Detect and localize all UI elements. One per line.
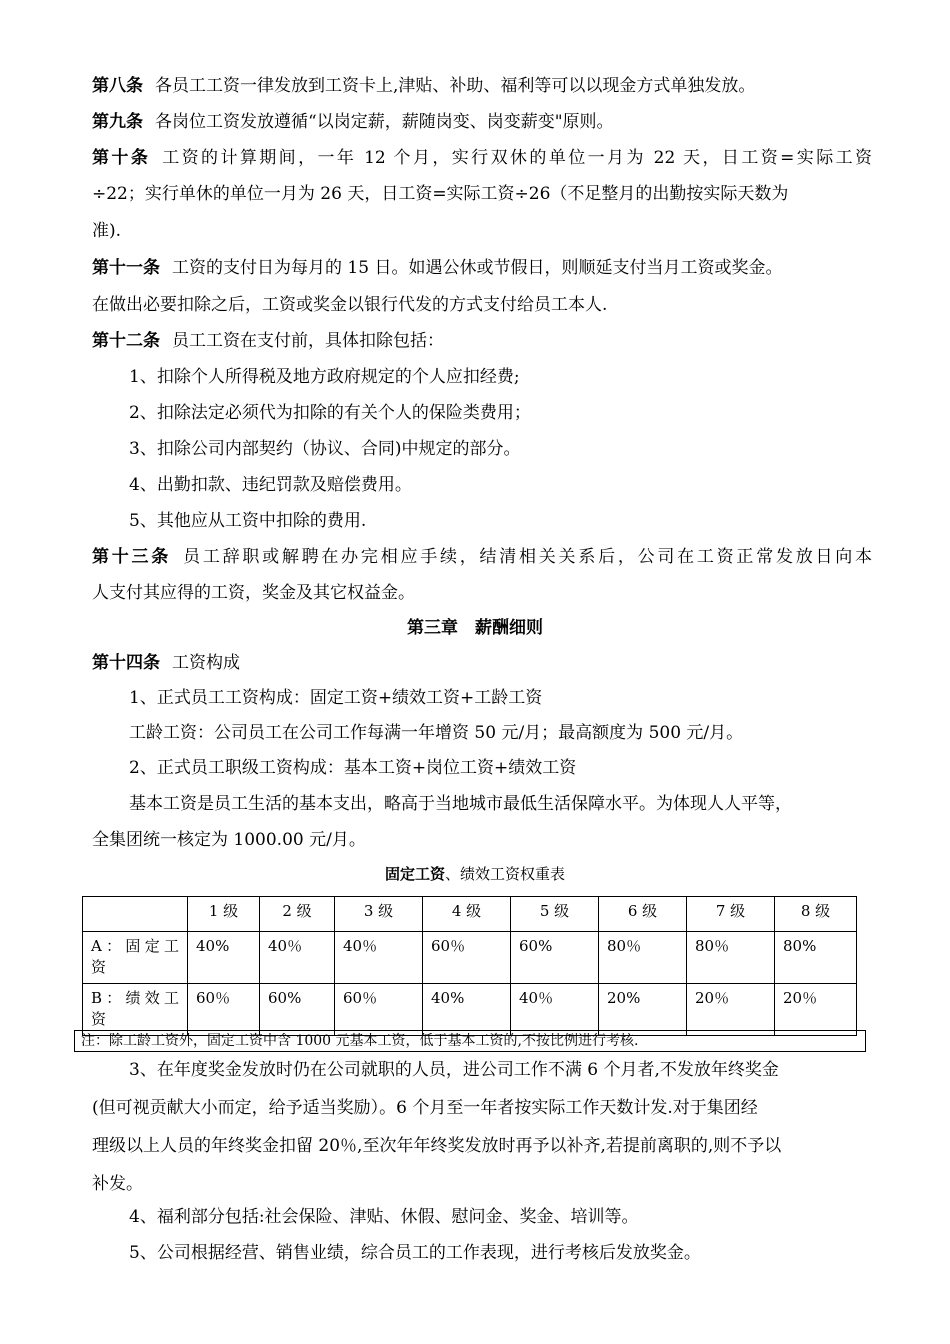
bonus-assessment-line: 5、公司根据经营、销售业绩，综合员工的工作表现，进行考核后发放奖金。 — [129, 1243, 701, 1263]
table-header-cell: 7 级 — [687, 897, 775, 932]
table-caption-rest: 、绩效工资权重表 — [445, 865, 566, 883]
article-text: 各员工工资一律发放到工资卡上,津贴、补助、福利等可以以现金方式单独发放。 — [155, 76, 756, 96]
article-label: 第十条 — [92, 148, 151, 168]
article-8 — [92, 74, 872, 98]
article-10-line-3: 准). — [92, 221, 122, 241]
table-cell: 60％ — [335, 984, 423, 1036]
salary-structure-1: 1、正式员工工资构成：固定工资+绩效工资+工龄工资 — [129, 688, 543, 708]
table-cell: 60％ — [423, 932, 511, 984]
table-cell: 80％ — [687, 932, 775, 984]
deduction-item: 2、扣除法定必须代为扣除的有关个人的保险类费用； — [129, 403, 531, 423]
seniority-pay: 工龄工资：公司员工在公司工作每满一年增资 50 元/月；最高额度为 500 元/月。 — [129, 723, 744, 743]
article-11-line-1 — [92, 256, 872, 280]
table-header-cell: 3 级 — [335, 897, 423, 932]
article-13-line-2: 人支付其应得的工资，奖金及其它权益金。 — [92, 583, 415, 603]
chapter-heading: 第三章 薪酬细则 — [407, 618, 543, 638]
article-label: 第十三条 — [92, 547, 172, 567]
article-9 — [92, 110, 872, 134]
bonus-line-3: 理级以上人员的年终奖金扣留 20％,至次年年终奖发放时再予以补齐,若提前离职的,则不予以 — [92, 1136, 782, 1156]
table-caption-bold: 固定工资 — [384, 865, 445, 883]
table-header-cell: 2 级 — [260, 897, 335, 932]
table-cell: 40％ — [511, 984, 599, 1036]
table-cell: 40% — [423, 984, 511, 1036]
bonus-line-1: 3、在年度奖金发放时仍在公司就职的人员，进公司工作不满 6 个月者,不发放年终奖金 — [129, 1060, 779, 1080]
article-text: 工资构成 — [172, 653, 240, 673]
article-11-line-2: 在做出必要扣除之后，工资或奖金以银行代发的方式支付给员工本人. — [92, 295, 608, 315]
table-cell: 80％ — [599, 932, 687, 984]
table-header-cell — [83, 897, 188, 932]
article-text: 各岗位工资发放遵循“以岗定薪，薪随岗变、岗变薪变"原则。 — [155, 112, 614, 132]
table-cell: 60% — [511, 932, 599, 984]
article-label: 第十四条 — [92, 653, 160, 673]
table-header-cell: 8 级 — [775, 897, 857, 932]
weight-table — [82, 896, 857, 1036]
article-14 — [92, 651, 872, 675]
welfare-line: 4、福利部分包括:社会保险、津贴、休假、慰问金、奖金、培训等。 — [129, 1207, 639, 1227]
deduction-item: 4、出勤扣款、违纪罚款及赔偿费用。 — [129, 475, 412, 495]
bonus-line-4: 补发。 — [92, 1174, 143, 1194]
article-text: 员工工资在支付前，具体扣除包括： — [172, 331, 444, 351]
table-caption — [0, 864, 950, 884]
table-cell: 20% — [599, 984, 687, 1036]
salary-structure-2: 2、正式员工职级工资构成：基本工资+岗位工资+绩效工资 — [129, 758, 577, 778]
article-label: 第十二条 — [92, 331, 160, 351]
deduction-item: 3、扣除公司内部契约（协议、合同)中规定的部分。 — [129, 439, 521, 459]
row-label-performance: B：绩效工资 — [83, 984, 188, 1036]
base-pay-line-2: 全集团统一核定为 1000.00 元/月。 — [92, 830, 366, 850]
table-header-cell: 5 级 — [511, 897, 599, 932]
table-cell: 40% — [188, 932, 260, 984]
table-cell: 40％ — [260, 932, 335, 984]
table-cell: 80% — [775, 932, 857, 984]
table-cell: 60% — [260, 984, 335, 1036]
article-13-line-1 — [92, 545, 872, 569]
article-10-line-2: ÷22；实行单休的单位一月为 26 天，日工资=实际工资÷26（不足整月的出勤按实际天数为 — [92, 184, 789, 204]
table-header-cell: 4 级 — [423, 897, 511, 932]
table-note: 注：除工龄工资外，固定工资中含 1000 元基本工资，低于基本工资的,不按比例进行考核. — [74, 1030, 866, 1052]
table-cell: 40％ — [335, 932, 423, 984]
article-label: 第九条 — [92, 112, 143, 132]
table-header-cell: 1 级 — [188, 897, 260, 932]
article-text: 工资的支付日为每月的 15 日。如遇公休或节假日，则顺延支付当月工资或奖金。 — [172, 258, 783, 278]
deduction-item: 1、扣除个人所得税及地方政府规定的个人应扣经费; — [129, 367, 520, 387]
deduction-item: 5、其他应从工资中扣除的费用. — [129, 511, 367, 531]
table-cell: 20％ — [687, 984, 775, 1036]
base-pay-line-1: 基本工资是员工生活的基本支出，略高于当地城市最低生活保障水平。为体现人人平等， — [129, 794, 792, 814]
article-10-line-1 — [92, 146, 872, 170]
bonus-line-2: (但可视贡献大小而定，给予适当奖励）。6 个月至一年者按实际工作天数计发.对于集团经 — [92, 1098, 758, 1118]
article-text: 工资的计算期间，一年 12 个月，实行双休的单位一月为 22 天，日工资=实际工资 — [162, 148, 873, 168]
table-header-row — [83, 897, 857, 932]
table-row — [83, 932, 857, 984]
table-row — [83, 984, 857, 1036]
article-label: 第八条 — [92, 76, 143, 96]
article-12 — [92, 329, 872, 353]
table-cell: 60％ — [188, 984, 260, 1036]
article-label: 第十一条 — [92, 258, 160, 278]
table-header-cell: 6 级 — [599, 897, 687, 932]
row-label-fixed: A：固定工资 — [83, 932, 188, 984]
table-cell: 20％ — [775, 984, 857, 1036]
article-text: 员工辞职或解聘在办完相应手续，结清相关关系后，公司在工资正常发放日向本 — [183, 547, 873, 567]
